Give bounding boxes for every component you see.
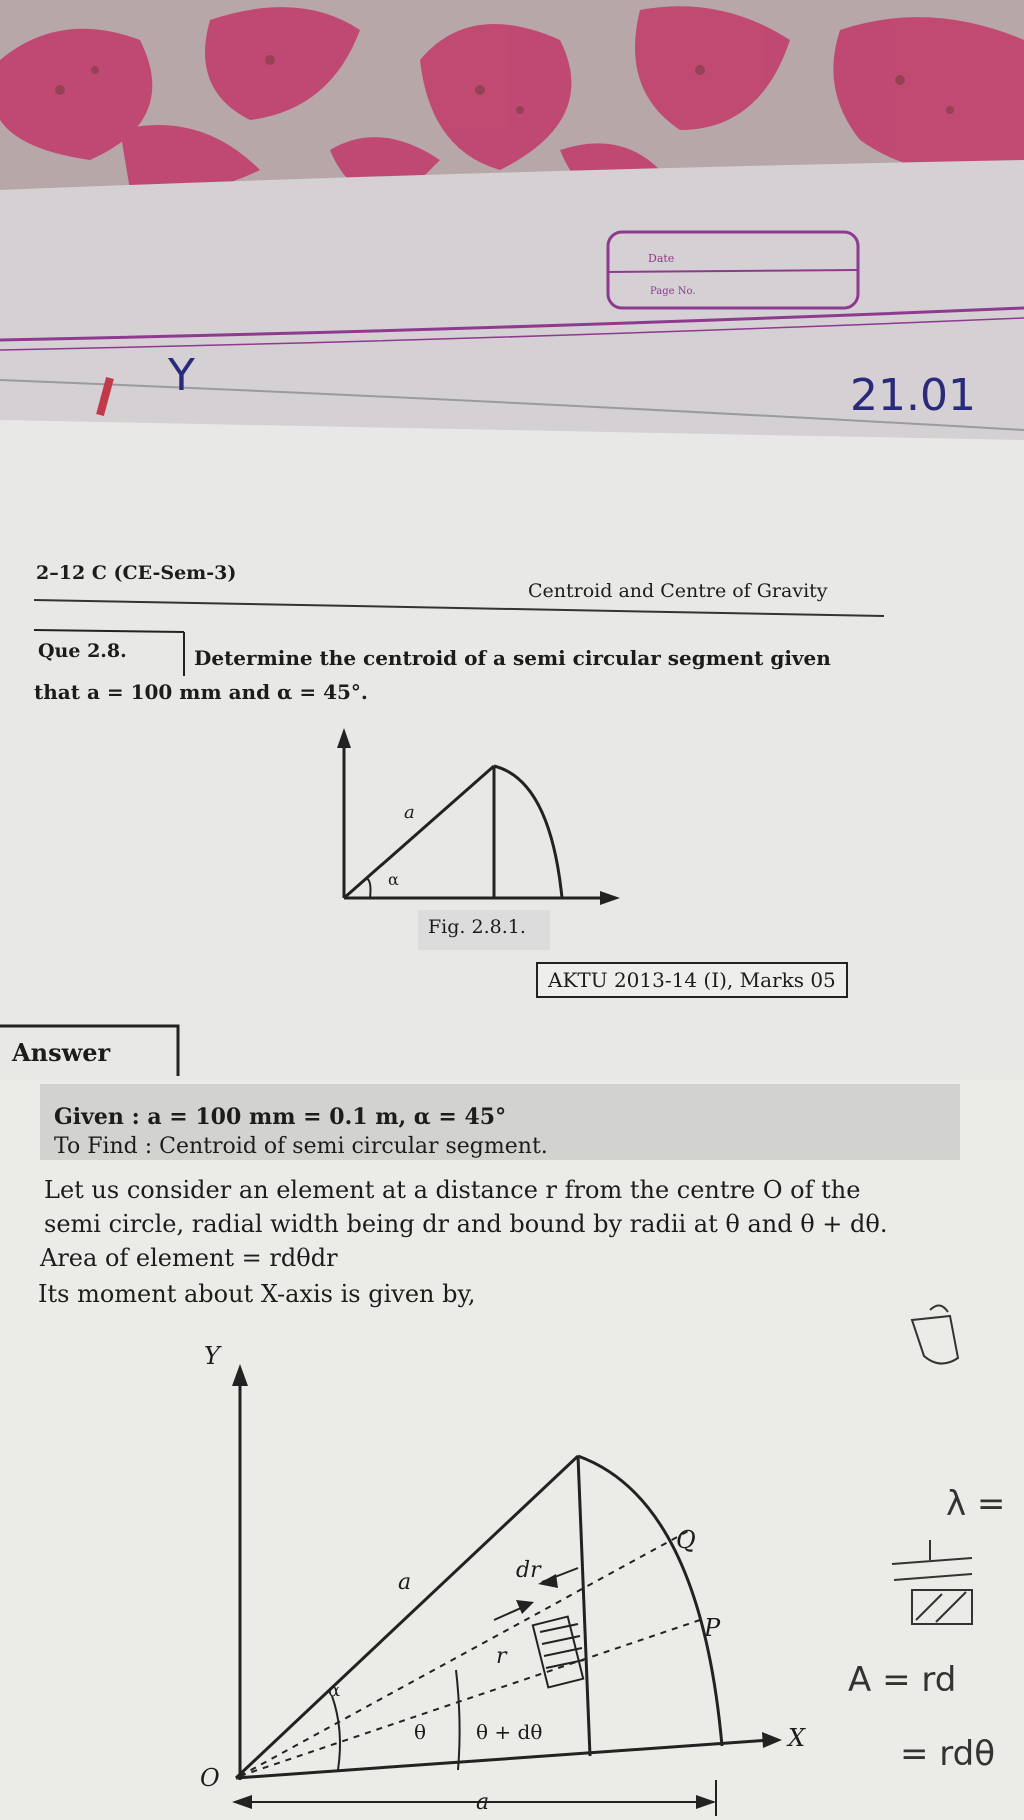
margin-eq2: = rdθ: [900, 1734, 996, 1774]
fig2-label-p: P: [704, 1614, 721, 1642]
fig2-label-theta-dtheta: θ + dθ: [476, 1720, 543, 1744]
question-line-1: Determine the centroid of a semi circular segment given: [194, 646, 831, 670]
handwriting-y: Y: [168, 350, 195, 401]
margin-lambda: λ =: [946, 1484, 1006, 1524]
handwriting-number: 21.01: [850, 370, 976, 421]
fig2-label-q: Q: [676, 1526, 696, 1554]
notebook-date-label: Date: [648, 252, 675, 265]
margin-area-eq: A = rd: [848, 1660, 957, 1700]
paragraph-line-3: Area of element = rdθdr: [40, 1244, 338, 1272]
paragraph-line-1: Let us consider an element at a distance r from the centre O of the: [44, 1176, 861, 1204]
fig1-label-alpha: α: [388, 870, 399, 889]
fig2-label-theta: θ: [414, 1720, 427, 1744]
fig2-label-x: X: [788, 1724, 806, 1752]
question-tag: Que 2.8.: [38, 640, 127, 662]
fig2-label-a-bottom: a: [476, 1790, 490, 1815]
given-line: Given : a = 100 mm = 0.1 m, α = 45°: [54, 1104, 507, 1130]
exam-reference: AKTU 2013-14 (I), Marks 05: [536, 962, 848, 998]
header-left: 2–12 C (CE-Sem-3): [36, 562, 237, 584]
header-right: Centroid and Centre of Gravity: [528, 580, 828, 602]
fig2-label-alpha: α: [328, 1680, 341, 1701]
fig2-label-o: O: [200, 1764, 220, 1792]
question-line-2: that a = 100 mm and α = 45°.: [34, 680, 368, 704]
paragraph-line-2: semi circle, radial width being dr and bound by radii at θ and θ + dθ.: [44, 1210, 888, 1238]
notebook-page-label: Page No.: [650, 286, 696, 297]
fig2-label-y: Y: [204, 1342, 220, 1370]
answer-heading: Answer: [12, 1038, 111, 1067]
fig1-label-a: a: [404, 802, 415, 823]
fig1-caption: Fig. 2.8.1.: [428, 916, 526, 938]
to-find-line: To Find : Centroid of semi circular segment.: [54, 1134, 548, 1159]
paragraph-line-4: Its moment about X-axis is given by,: [38, 1280, 476, 1308]
fig2-label-dr: dr: [516, 1558, 541, 1583]
fig2-label-r: r: [496, 1644, 507, 1669]
fig2-label-a-side: a: [398, 1570, 412, 1595]
